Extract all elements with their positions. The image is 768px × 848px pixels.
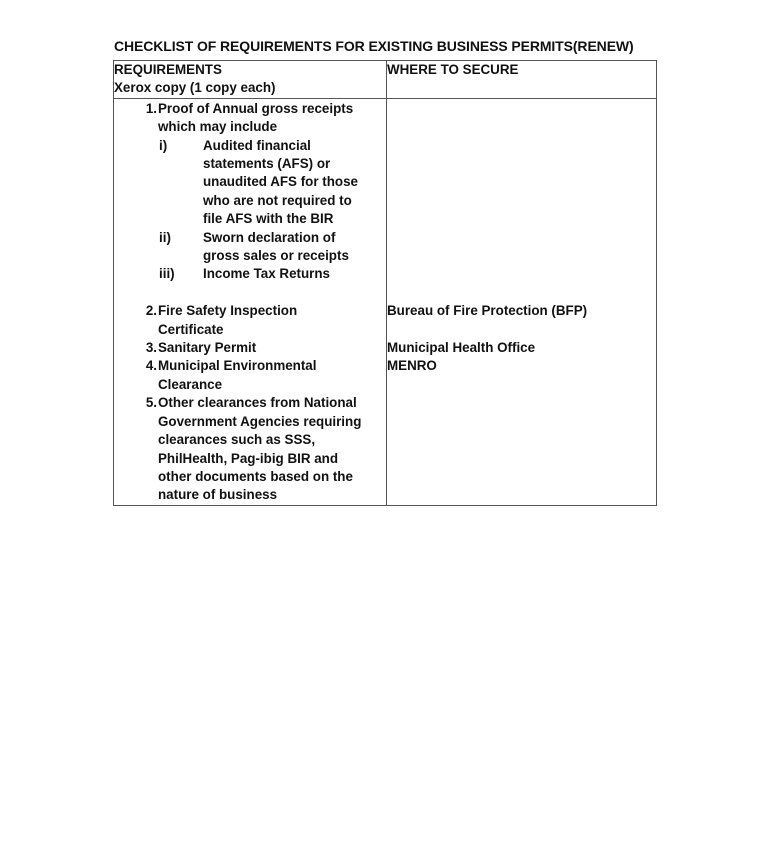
item-text-line: Sanitary Permit [158,340,257,356]
where-bfp: Bureau of Fire Protection (BFP) [387,303,588,319]
list-item [114,302,386,339]
sub-item-number: ii) [159,229,171,245]
list-item [114,394,386,504]
sub-item [114,265,386,283]
sub-item-number: i) [159,137,168,153]
item-number: 1. [145,100,157,116]
where-header-cell [387,61,657,99]
sub-item-text-line: Audited financial [203,137,311,153]
item-text-line: other documents based on the [158,468,353,484]
item-text-line: Proof of Annual gross receipts [158,100,354,116]
sub-item-text-line: statements (AFS) or [203,156,331,172]
where-to-secure-cell [387,98,657,505]
item-text-line: nature of business [158,487,278,503]
item-text-line: PhilHealth, Pag-ibig BIR and [158,450,339,466]
sub-item-text-line: gross sales or receipts [203,248,349,264]
item-number: 5. [145,395,157,411]
table-header-row [114,61,657,99]
item-text-line: clearances such as SSS, [158,432,316,448]
sub-item-text-line: unaudited AFS for those [203,174,358,190]
item-text-line: which may include [158,119,278,135]
list-item [114,357,386,394]
sub-item-text-line: Income Tax Returns [203,266,330,282]
sub-item [114,137,386,229]
where-health-office: Municipal Health Office [387,339,536,355]
where-to-secure-header: WHERE TO SECURE [387,62,519,77]
requirements-header-cell [114,61,387,99]
sub-item [114,229,386,266]
table-body-row [114,98,657,505]
item-number: 3. [145,340,157,356]
item-text-line: Municipal Environmental [158,358,317,374]
item-text-line: Clearance [158,376,223,392]
requirements-table [113,60,657,506]
list-item-continued [114,118,386,136]
item-number: 2. [145,303,157,319]
copies-note: Xerox copy (1 copy each) [114,80,276,96]
sub-item-number: iii) [159,266,175,282]
list-item [114,339,386,357]
item-text-line: Fire Safety Inspection [158,303,298,319]
sub-item-text-line: who are not required to [203,192,352,208]
requirements-header: REQUIREMENTS [114,62,222,77]
item-text-line: Government Agencies requiring [158,413,362,429]
list-item [114,100,386,118]
page-title: CHECKLIST OF REQUIREMENTS FOR EXISTING BUSINESS PERMITS(RENEW) [114,38,634,54]
sub-item-text-line: Sworn declaration of [203,229,336,245]
item-number: 4. [145,358,157,374]
sub-item-text-line: file AFS with the BIR [203,211,334,227]
requirements-list-cell [114,98,387,505]
where-menro: MENRO [387,358,437,374]
item-text-line: Other clearances from National [158,395,357,411]
item-text-line: Certificate [158,321,224,337]
